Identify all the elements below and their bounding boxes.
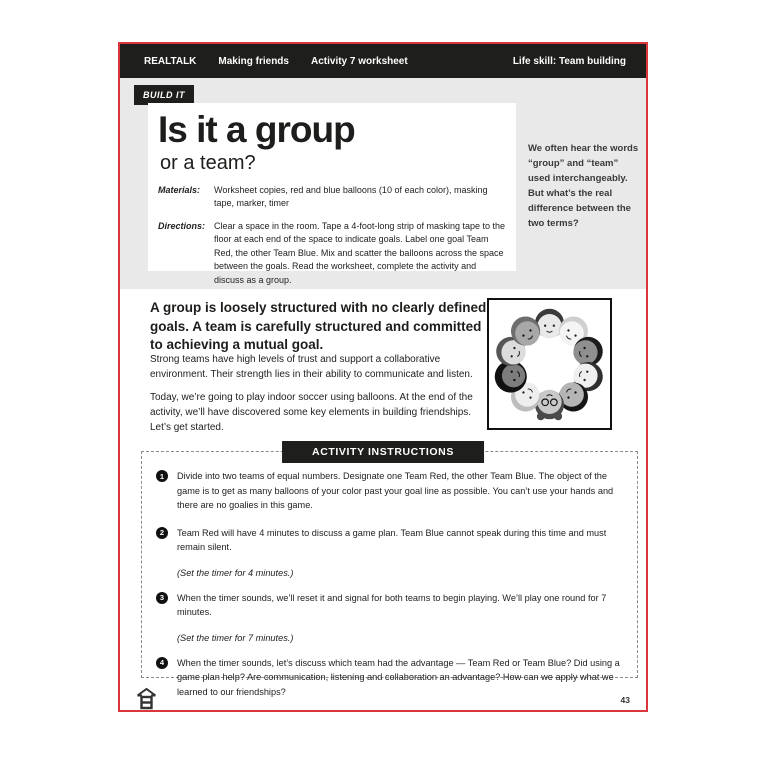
directions-label: Directions:	[158, 220, 206, 231]
step-1	[156, 469, 623, 513]
activity-label: Activity 7 worksheet	[310, 55, 408, 67]
unit-label: Making friends	[218, 55, 289, 67]
step-3	[156, 591, 623, 620]
huddle-of-faces-icon	[489, 300, 610, 428]
page-title: Is it a group	[158, 109, 355, 150]
sidebar-note: We often hear the words “group” and “team” used interchangeably. But what’s the real difference between the two terms?	[528, 143, 639, 229]
page-number: 43	[620, 695, 630, 705]
step-4-text: When the timer sounds, let’s discuss which team had the advantage — Team Red or Team Blue? Did using a game plan help? Are communication, listening and collaboration an advantage? How can we apply what we learned to our friendships?	[177, 657, 620, 697]
huddle-illustration	[487, 298, 612, 430]
materials-label: Materials:	[158, 184, 201, 195]
body-paragraph-1: Strong teams have high levels of trust and support a collaborative environment. Their strength lies in their ability to communicate and listen.	[150, 354, 473, 380]
step-2-timer-note: (Set the timer for 4 minutes.)	[177, 567, 294, 578]
step-1-text: Divide into two teams of equal numbers. Designate one Team Red, the other Team Blue. The object of the game is to get as many balloons of your color past your goal line as possible. You can’t use your hands and there are no goalies in this game.	[177, 471, 614, 510]
activity-instructions-box	[141, 451, 638, 697]
step-3-number: 3	[156, 592, 168, 604]
directions-text: Clear a space in the room. Tape a 4-foot-long strip of masking tape to the floor at each end of the space to indicate goals. Label one goal Team Red, the other Team Blue. Mix and scatter the balloons across the space between the goals. Read the worksheet, complete the activity and discuss as a group.	[214, 220, 505, 285]
step-2	[156, 526, 623, 555]
step-4-number: 4	[156, 657, 168, 669]
step-2-number: 2	[156, 527, 168, 539]
materials-row	[158, 184, 506, 211]
build-it-badge: BUILD IT	[134, 85, 194, 105]
worksheet-page	[118, 42, 648, 712]
step-1-number: 1	[156, 470, 168, 482]
materials-text: Worksheet copies, red and blue balloons (10 of each color), masking tape, marker, timer	[214, 184, 488, 209]
body-paragraph-2: Today, we’re going to play indoor soccer using balloons. At the end of the activity, we’ll have discovered some key elements in building friendships. Let’s get started.	[150, 392, 473, 433]
activity-instructions-heading: ACTIVITY INSTRUCTIONS	[282, 441, 484, 463]
brand-label: REALTALK	[144, 55, 197, 67]
header-left-group	[144, 56, 408, 67]
step-3-text: When the timer sounds, we’ll reset it and signal for both teams to begin playing. We’ll play one round for 7 minutes.	[177, 592, 607, 617]
page-subtitle: or a team?	[160, 151, 256, 174]
step-4	[156, 656, 623, 700]
page-header	[120, 44, 646, 78]
life-skill-label: Life skill: Team building	[512, 55, 626, 67]
title-block	[148, 103, 516, 285]
step-2-text: Team Red will have 4 minutes to discuss a game plan. Team Blue cannot speak during this time and must remain silent.	[177, 527, 607, 552]
lead-statement: A group is loosely structured with no clearly defined goals. A team is carefully structured and committed to achieving a mutual goal.	[150, 300, 487, 352]
home-logo-icon	[136, 687, 157, 715]
step-3-timer-note: (Set the timer for 7 minutes.)	[177, 632, 294, 643]
directions-row	[158, 220, 506, 288]
